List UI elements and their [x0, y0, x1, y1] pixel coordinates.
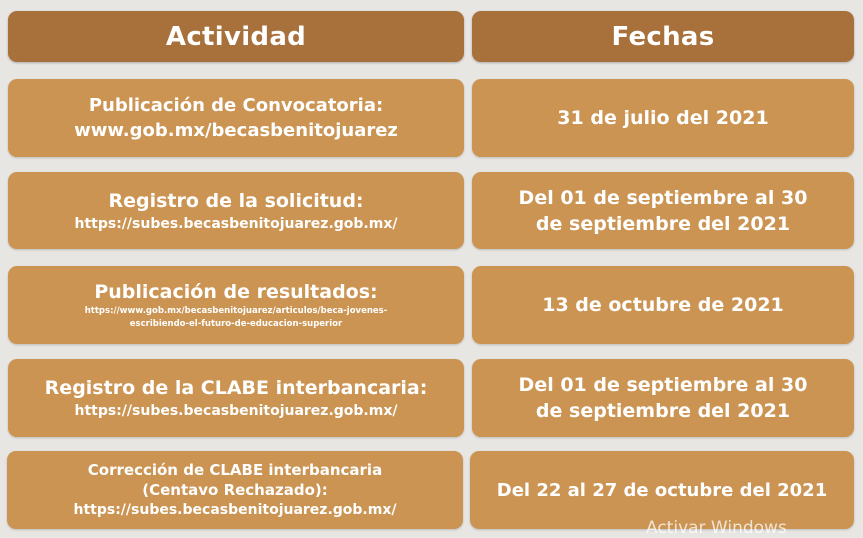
date-cell-resultados	[472, 266, 854, 344]
activity-title-line2: (Centavo Rechazado):	[142, 481, 328, 499]
date-text-line1: Del 01 de septiembre al 30	[518, 374, 808, 396]
activity-title: Publicación de Convocatoria:	[88, 95, 384, 116]
activate-windows-watermark: Activar Windows	[646, 518, 787, 538]
date-cell-registro-clabe	[472, 359, 854, 437]
activity-cell-registro-clabe	[8, 359, 464, 437]
activity-title: Registro de la CLABE interbancaria:	[44, 377, 428, 399]
activity-url: https://subes.becasbenitojuarez.gob.mx/	[74, 215, 398, 232]
activity-cell-registro-solicitud	[8, 172, 464, 249]
date-text-line1: Del 01 de septiembre al 30	[518, 186, 808, 209]
date-text: Del 22 al 27 de octubre del 2021	[496, 479, 828, 501]
date-text-line2: de septiembre del 2021	[535, 400, 791, 422]
activity-title-line1: Corrección de CLABE interbancaria	[87, 461, 383, 479]
date-text: 31 de julio del 2021	[557, 107, 769, 129]
activity-cell-resultados	[8, 266, 464, 344]
date-text-line2: de septiembre del 2021	[535, 212, 791, 235]
header-fechas	[472, 11, 854, 62]
activity-title: Registro de la solicitud:	[108, 189, 364, 212]
activity-cell-convocatoria	[8, 79, 464, 157]
activity-url: www.gob.mx/becasbenitojuarez	[74, 120, 398, 141]
activity-cell-correccion-clabe	[7, 451, 463, 529]
activity-url: https://subes.becasbenitojuarez.gob.mx/	[74, 403, 398, 419]
header-actividad	[8, 11, 464, 62]
header-actividad-label: Actividad	[165, 21, 307, 52]
date-text: 13 de octubre de 2021	[542, 294, 784, 316]
activity-url: https://subes.becasbenitojuarez.gob.mx/	[73, 502, 397, 518]
date-cell-convocatoria	[472, 79, 854, 157]
activity-title: Publicación de resultados:	[94, 281, 378, 303]
activity-url-line1: https://www.gob.mx/becasbenitojuarez/articulos/beca-jovenes-	[84, 306, 388, 316]
date-cell-registro-solicitud	[472, 172, 854, 249]
header-fechas-label: Fechas	[611, 21, 715, 52]
activity-url-line2: escribiendo-el-futuro-de-educacion-superior	[129, 319, 343, 329]
